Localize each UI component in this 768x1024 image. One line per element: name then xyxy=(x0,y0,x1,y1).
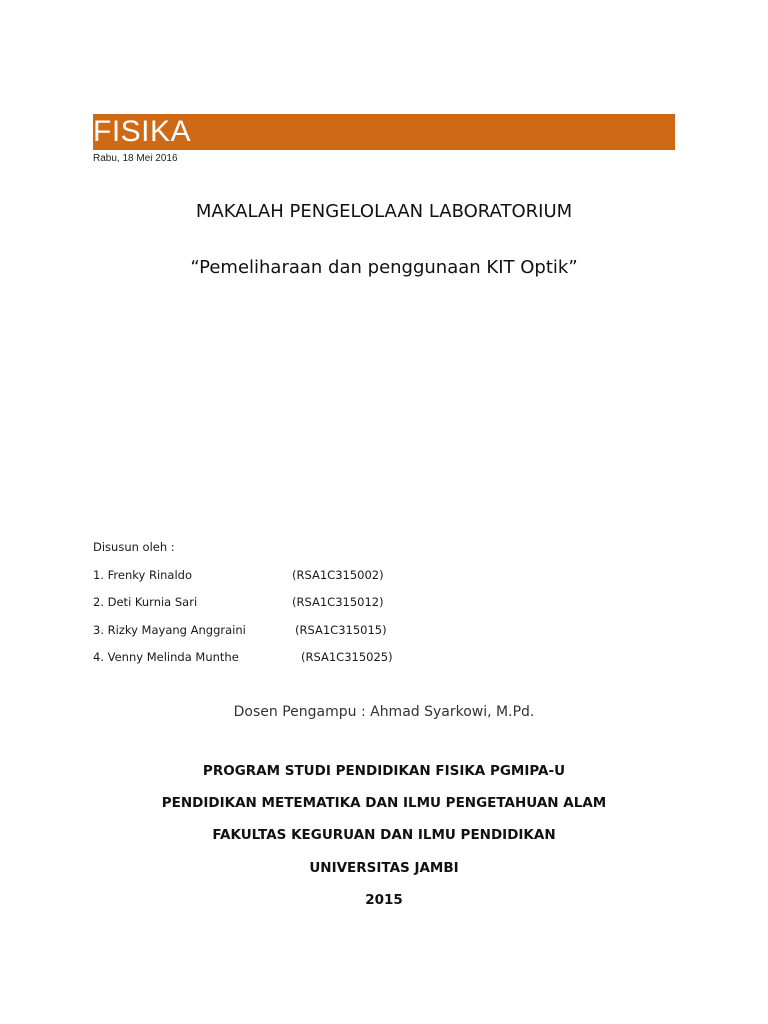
header-banner xyxy=(93,114,675,150)
author-row xyxy=(93,594,384,610)
author-id: (RSA1C315012) xyxy=(292,595,384,609)
author-name: 2. Deti Kurnia Sari xyxy=(93,595,198,609)
author-name: 4. Venny Melinda Munthe xyxy=(93,650,239,664)
faculty-name: FAKULTAS KEGURUAN DAN ILMU PENDIDIKAN xyxy=(212,827,556,843)
author-id: (RSA1C315015) xyxy=(295,622,387,637)
document-title: MAKALAH PENGELOLAAN LABORATORIUM xyxy=(195,201,573,222)
author-name: 1. Frenky Rinaldo xyxy=(93,567,193,582)
author-row xyxy=(93,567,384,583)
department-name: PENDIDIKAN METEMATIKA DAN ILMU PENGETAHUAN ALAM xyxy=(161,795,607,811)
program-name: PROGRAM STUDI PENDIDIKAN FISIKA PGMIPA-U xyxy=(202,763,566,779)
header-title: FISIKA xyxy=(93,115,192,148)
author-id: (RSA1C315002) xyxy=(292,567,384,582)
authors-heading: Disusun oleh : xyxy=(93,540,175,554)
authors-section xyxy=(93,539,393,665)
header-date: Rabu, 18 Mei 2016 xyxy=(93,153,178,164)
author-row xyxy=(93,622,387,638)
author-name: 3. Rizky Mayang Anggraini xyxy=(93,622,246,637)
document-subtitle: “Pemeliharaan dan penggunaan KIT Optik” xyxy=(190,257,578,278)
lecturer-line: Dosen Pengampu : Ahmad Syarkowi, M.Pd. xyxy=(233,704,535,720)
author-id: (RSA1C315025) xyxy=(301,650,393,664)
year: 2015 xyxy=(365,892,403,908)
author-row xyxy=(93,649,393,665)
university-name: UNIVERSITAS JAMBI xyxy=(309,860,459,876)
